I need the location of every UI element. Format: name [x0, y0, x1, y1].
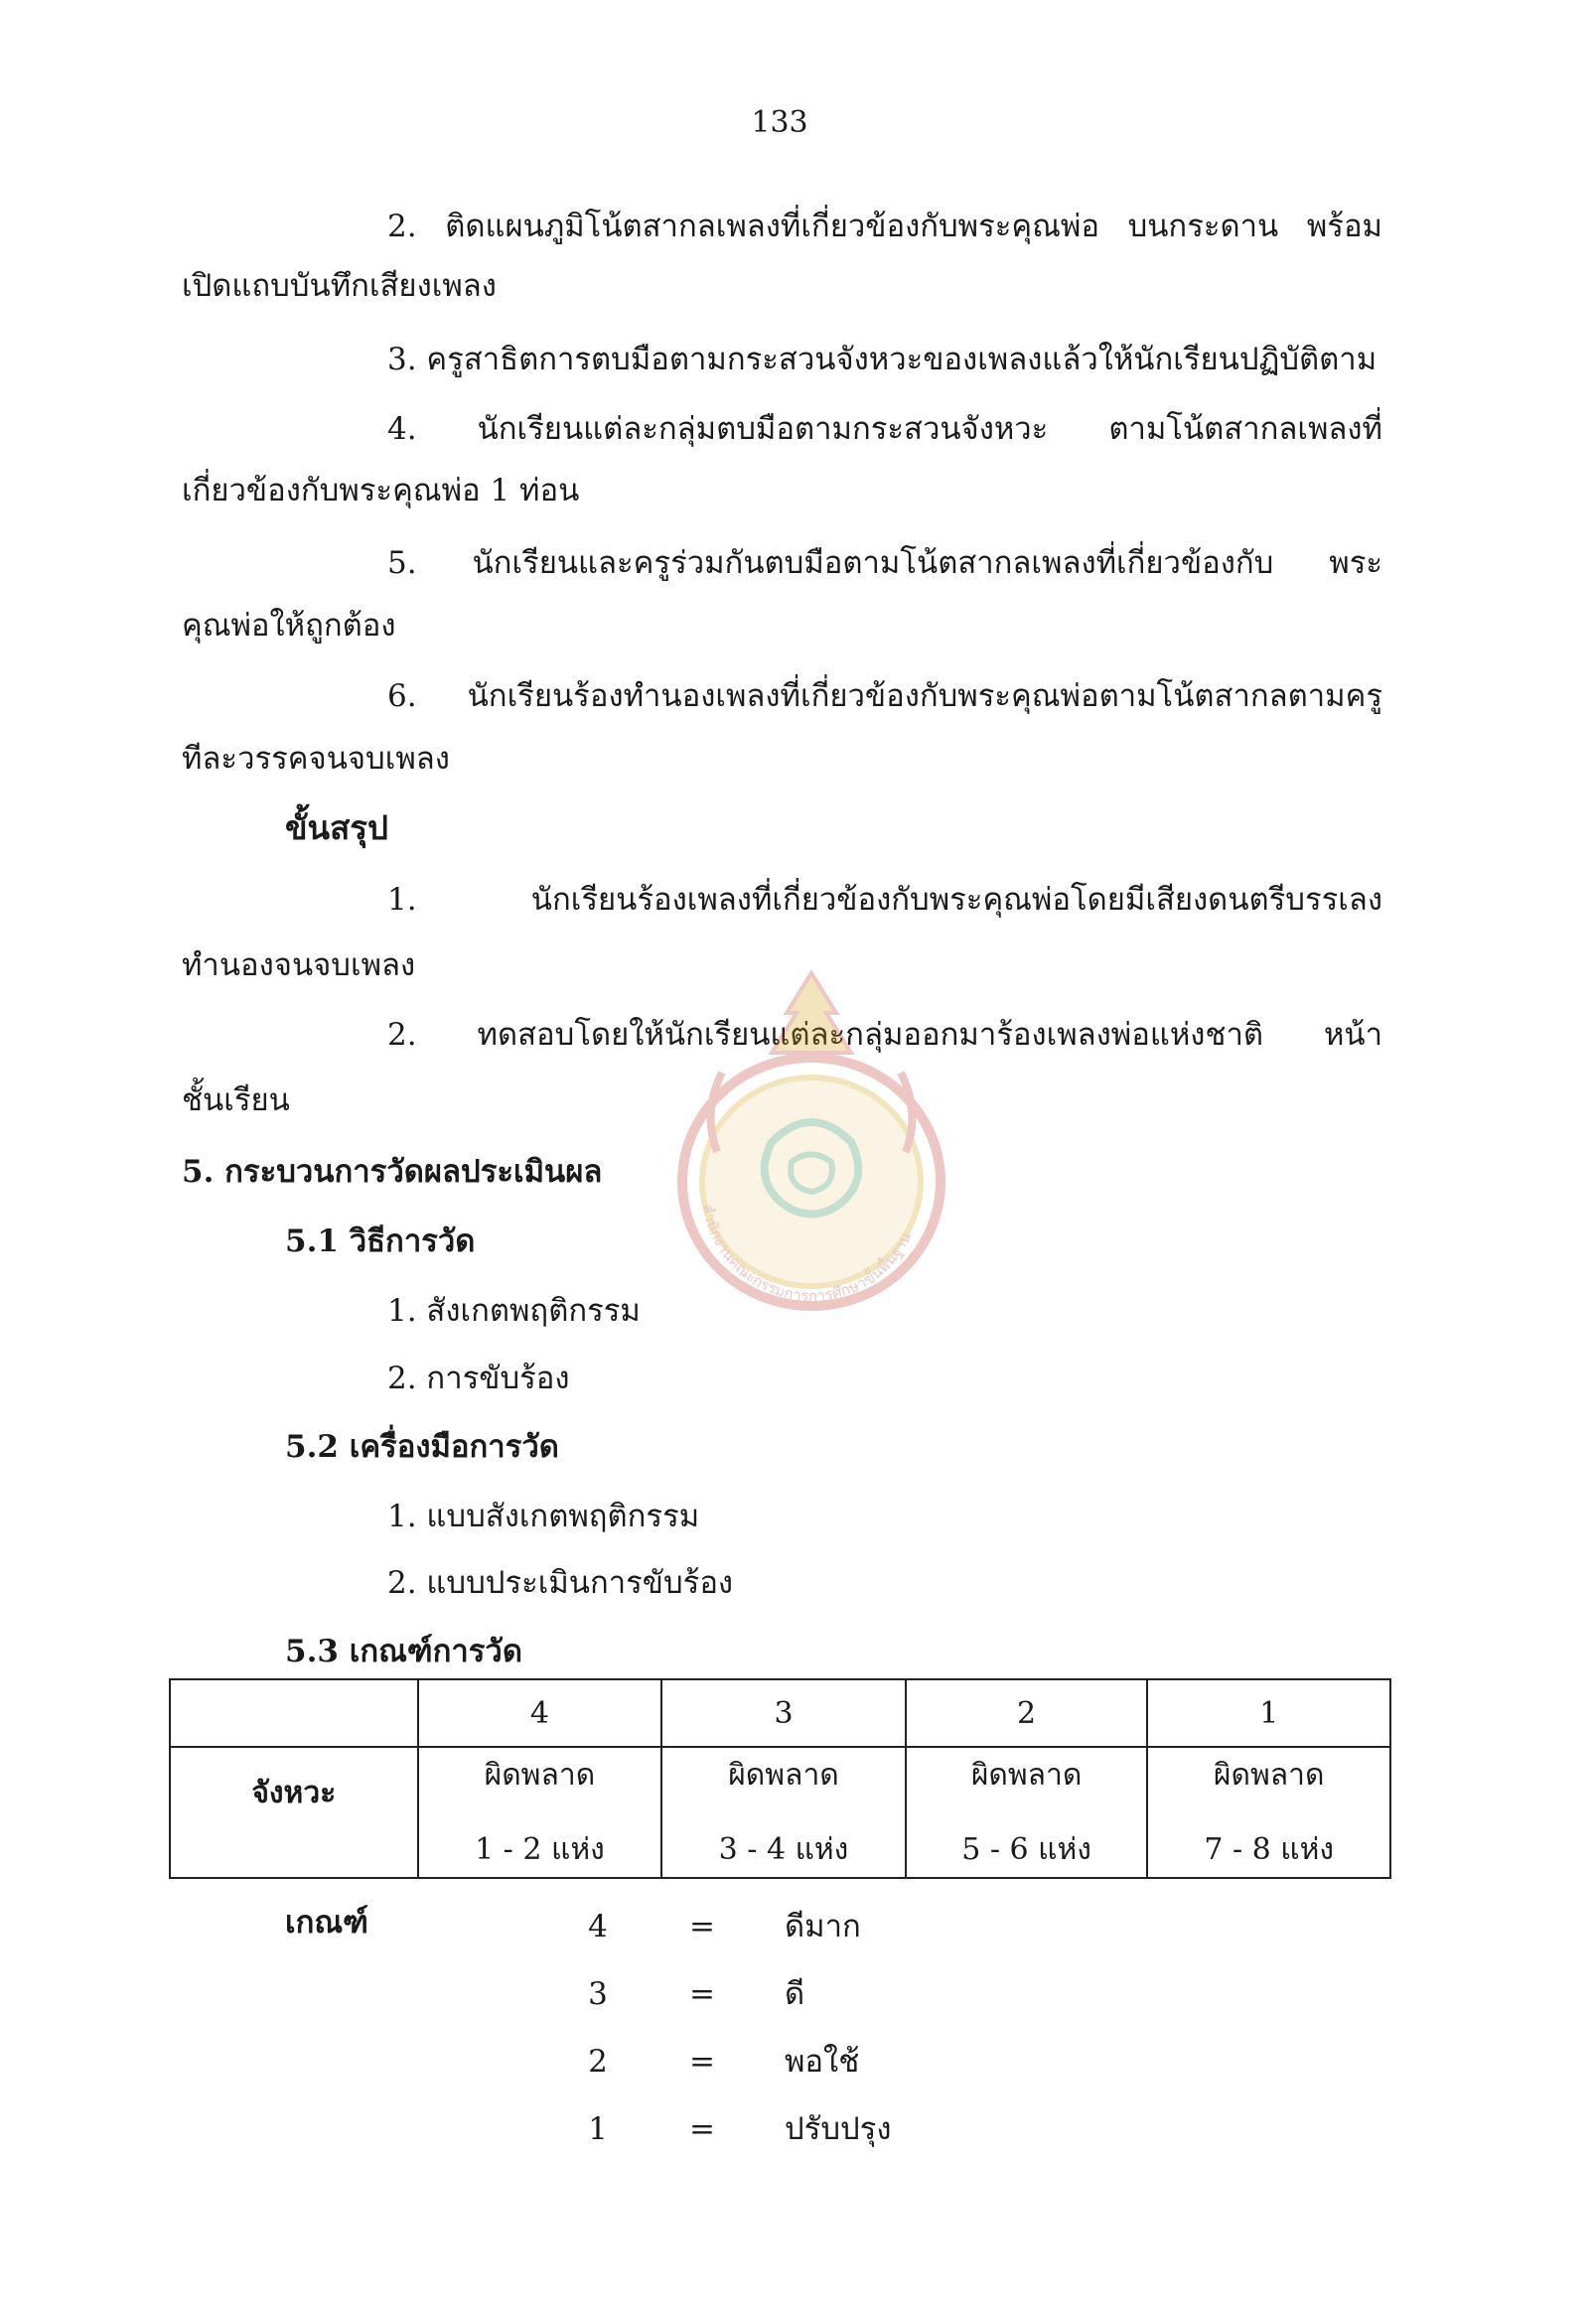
paragraph-6-line-2: ทีละวรรคจนจบเพลง [182, 741, 450, 777]
section-5-3-heading: 5.3 เกณฑ์การวัด [285, 1634, 522, 1669]
svg-text:สำนักงานคณะกรรมการการศึกษาขั้น [699, 1203, 916, 1305]
paragraph-3-line-1: 3. ครูสาธิตการตบมือตามกระสวนจังหวะของเพลงแล้วให้นักเรียนปฏิบัติตาม [387, 342, 1378, 377]
table-header-cell [170, 1679, 418, 1747]
conclusion-item-2-line-2: ชั้นเรียน [182, 1082, 290, 1118]
table-header-row [170, 1679, 1390, 1747]
cell-line-1: ผิดพลาด [484, 1758, 596, 1793]
table-row-label [170, 1747, 418, 1878]
criteria-score: 4 [588, 1909, 608, 1944]
table-cell [661, 1747, 906, 1878]
page-number: 133 [751, 105, 808, 140]
section-5-1-item-2: 2. การขับร้อง [387, 1361, 570, 1396]
criteria-table [169, 1678, 1391, 1879]
paragraph-2-line-1: 2. ติดแผนภูมิโน้ตสากลเพลงที่เกี่ยวข้องกับพระคุณพ่อ บนกระดาน พร้อม [387, 209, 1382, 244]
cell-line-1: ผิดพลาด [970, 1758, 1083, 1793]
section-5-heading: 5. กระบวนการวัดผลประเมินผล [182, 1154, 603, 1190]
conclusion-item-2-line-1: 2. ทดสอบโดยให้นักเรียนแต่ละกลุ่มออกมาร้องเพลงพ่อแห่งชาติ หน้า [387, 1017, 1382, 1053]
criteria-score: 1 [588, 2111, 608, 2147]
table-header-cell: 2 [906, 1679, 1148, 1747]
section-5-1-item-1: 1. สังเกตพฤติกรรม [387, 1293, 641, 1329]
paragraph-2-line-2: เปิดแถบบันทึกเสียงเพลง [182, 268, 497, 304]
paragraph-4-line-2: เกี่ยวข้องกับพระคุณพ่อ 1 ท่อน [182, 473, 580, 508]
watermark-text: สำนักงานคณะกรรมการการศึกษาขั้นพื้นฐาน [698, 1202, 916, 1306]
row-label-text: จังหวะ [251, 1776, 337, 1810]
cell-line-2: 7 - 8 แห่ง [1204, 1832, 1335, 1867]
cell-line-2: 1 - 2 แห่ง [475, 1832, 605, 1867]
table-row [170, 1747, 1390, 1878]
criteria-label: ปรับปรุง [785, 2111, 892, 2147]
cell-line-1: ผิดพลาด [728, 1758, 839, 1793]
criteria-equals: = [689, 2044, 715, 2080]
table-cell [1147, 1747, 1390, 1878]
section-5-2-item-2: 2. แบบประเมินการขับร้อง [387, 1565, 734, 1601]
table-header-cell: 1 [1147, 1679, 1390, 1747]
criteria-label: พอใช้ [785, 2044, 860, 2080]
criteria-score: 3 [588, 1976, 608, 2012]
criteria-title: เกณฑ์ [285, 1905, 368, 1941]
paragraph-5-line-2: คุณพ่อให้ถูกต้อง [182, 608, 396, 644]
table-cell [418, 1747, 662, 1878]
criteria-score: 2 [588, 2044, 608, 2080]
cell-line-1: ผิดพลาด [1213, 1758, 1325, 1793]
criteria-equals: = [689, 1976, 715, 2012]
criteria-equals: = [689, 1909, 715, 1944]
section-5-2-heading: 5.2 เครื่องมือการวัด [285, 1429, 559, 1465]
cell-line-2: 3 - 4 แห่ง [718, 1832, 849, 1867]
conclusion-item-1-line-1: 1. นักเรียนร้องเพลงที่เกี่ยวข้องกับพระคุณพ่อโดยมีเสียงดนตรีบรรเลง [387, 882, 1382, 918]
conclusion-heading: ขั้นสรุป [285, 808, 388, 847]
table-header-cell: 3 [661, 1679, 906, 1747]
section-5-2-item-1: 1. แบบสังเกตพฤติกรรม [387, 1499, 700, 1534]
criteria-equals: = [689, 2111, 715, 2147]
section-5-1-heading: 5.1 วิธีการวัด [285, 1223, 476, 1259]
cell-line-2: 5 - 6 แห่ง [961, 1832, 1091, 1867]
table-header-cell: 4 [418, 1679, 662, 1747]
paragraph-4-line-1: 4. นักเรียนแต่ละกลุ่มตบมือตามกระสวนจังหวะ ตามโน้ตสากลเพลงที่ [387, 411, 1382, 447]
paragraph-5-line-1: 5. นักเรียนและครูร่วมกันตบมือตามโน้ตสากลเพลงที่เกี่ยวข้องกับ พระ [387, 545, 1382, 581]
criteria-label: ดีมาก [785, 1909, 861, 1944]
conclusion-item-1-line-2: ทำนองจนจบเพลง [182, 947, 416, 983]
paragraph-6-line-1: 6. นักเรียนร้องทำนองเพลงที่เกี่ยวข้องกับพระคุณพ่อตามโน้ตสากลตามครู [387, 678, 1382, 714]
table-cell [906, 1747, 1148, 1878]
criteria-label: ดี [785, 1976, 805, 2012]
